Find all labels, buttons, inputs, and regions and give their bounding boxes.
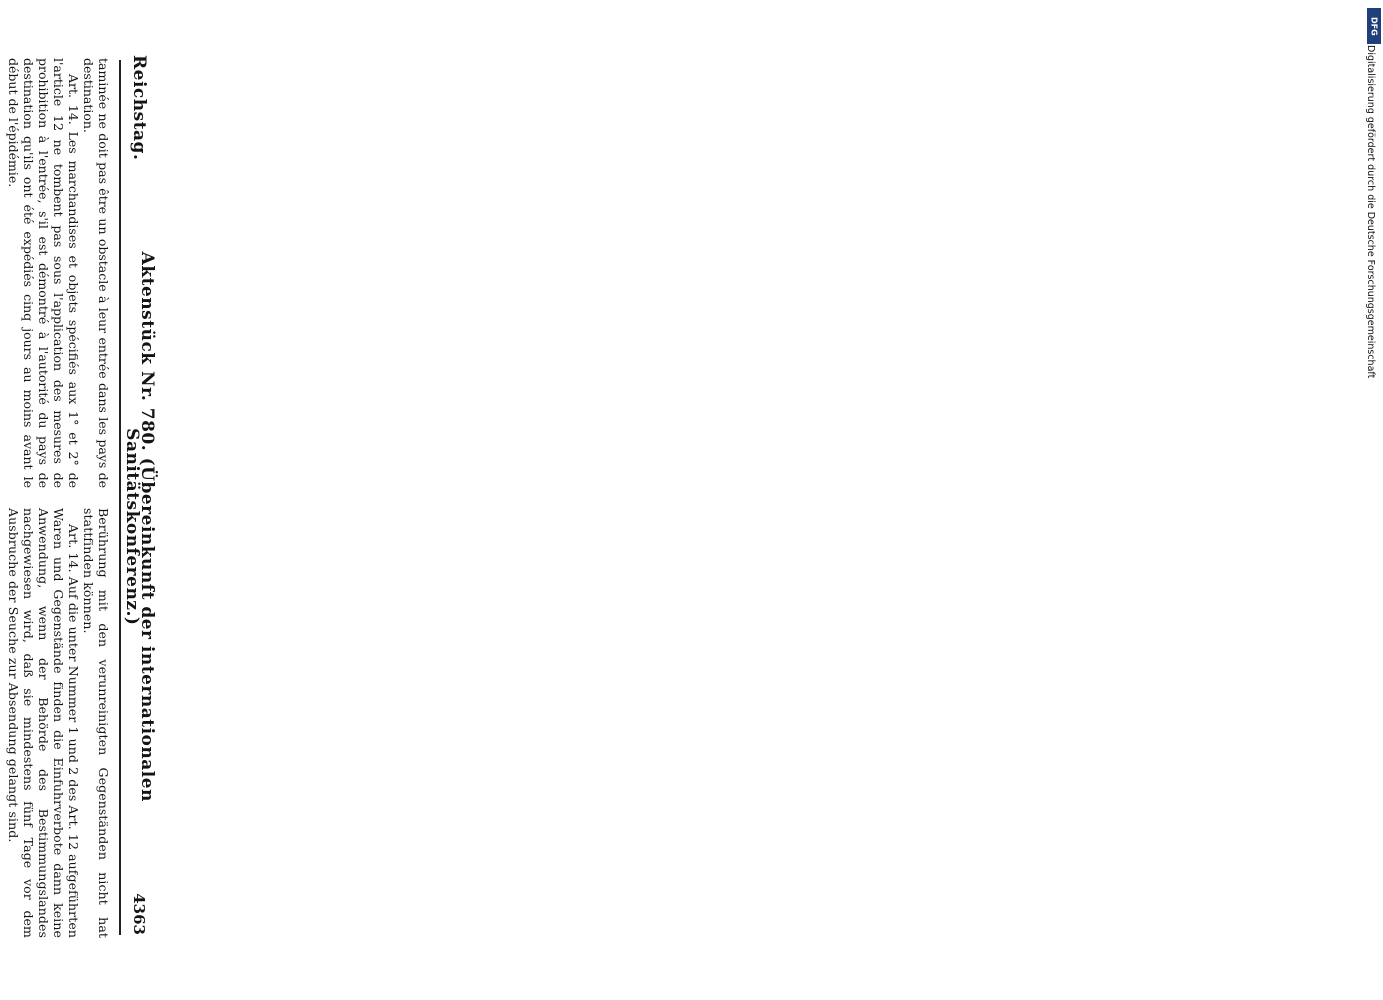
- header-title: (Übereinkunft der internationalen Sanitätskonferenz.): [122, 428, 157, 802]
- dfg-logo: DFG: [1367, 8, 1381, 44]
- french-paragraph: Art. 14. Les marchandises et objets spécifiés aux 1° et 2° de l'article 12 ne tombent pas sous l'application des mesures de prohibition à l'entrée, s'il est démontré à l'autorité du pays de destination qu'ils ont été expédiés cinq jours au moins avant le début de l'épidémie.: [6, 58, 81, 488]
- header-rule: [119, 60, 121, 935]
- header-document-number: Aktenstück Nr. 780.: [137, 251, 157, 452]
- funding-credit: Digitalisierung gefördert durch die Deutsche Forschungsgemeinschaft: [1365, 45, 1376, 379]
- german-paragraph: Art. 14. Auf die unter Nummer 1 und 2 des Art. 12 aufgeführten Waren und Gegenstände finden die Einfuhrverbote dann keine Anwendung, wenn der Behörde des Bestimmungslandes nachgewiesen wird, daß sie mindestens fünf Tage vor dem Ausbruche der Seuche zur Absendung gelangt sind.: [6, 508, 81, 938]
- page-header: [123, 55, 155, 935]
- scan-sidebar: [1353, 0, 1383, 1000]
- german-paragraph: Berührung mit den verunreinigten Gegenständen nicht hat stattfinden können.: [81, 508, 111, 938]
- header-center: [122, 160, 157, 893]
- german-column: [0, 508, 111, 938]
- french-column: [0, 58, 111, 488]
- header-left: Reichstag.: [129, 55, 150, 161]
- french-paragraph: taminée ne doit pas être un obstacle à leur entrée dans les pays de destination.: [81, 58, 111, 488]
- page-number: 4363: [130, 893, 149, 935]
